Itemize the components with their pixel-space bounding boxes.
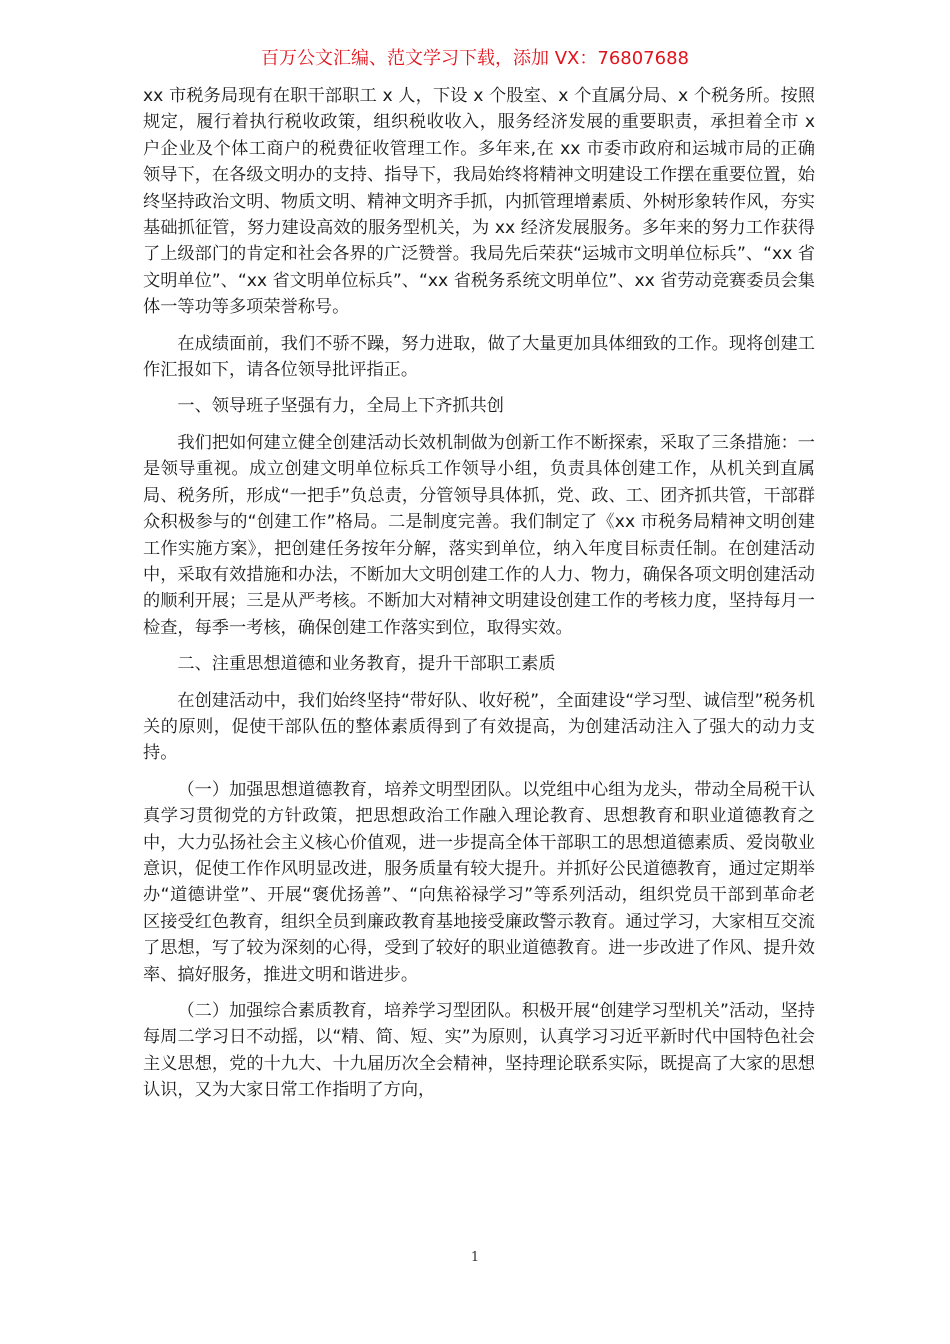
header-banner: 百万公文汇编、范文学习下载，添加 VX：76807688 <box>261 48 689 69</box>
page-number: 1 <box>470 1250 480 1265</box>
paragraph-subsection-1: （一）加强思想道德教育，培养文明型团队。以党组中心组为龙头，带动全局税干认真学习贯彻党的方针政策，把思想政治工作融入理论教育、思想教育和职业道德教育之中，大力弘扬社会主义核心价值观，进一步提高全体干部职工的思想道德素质、爱岗敬业意识，促使工作作风明显改进，服务质量有较大提升。并抓好公民道德教育，通过定期举办“道德讲堂”、开展“褒优扬善”、“向焦裕禄学习”等系列活动，组织党员干部到革命老区接受红色教育，组织全员到廉政教育基地接受廉政警示教育。通过学习，大家相互交流了思想，写了较为深刻的心得，受到了较好的职业道德教育。进一步改进了作风、提升效率、搞好服务，推进文明和谐进步。 <box>143 779 815 985</box>
paragraph-summary: 在成绩面前，我们不骄不躁，努力进取，做了大量更加具体细致的工作。现将创建工作汇报如下，请各位领导批评指正。 <box>143 333 815 381</box>
section-heading-1: 一、领导班子坚强有力，全局上下齐抓共创 <box>177 396 504 417</box>
paragraph-subsection-2: （二）加强综合素质教育，培养学习型团队。积极开展“创建学习型机关”活动，坚持每周二学习日不动摇，以“精、简、短、实”为原则，认真学习习近平新时代中国特色社会主义思想，党的十九大、十九届历次全会精神，坚持理论联系实际，既提高了大家的思想认识，又为大家日常工作指明了方向， <box>143 1001 815 1101</box>
paragraph-section-2: 在创建活动中，我们始终坚持“带好队、收好税”，全面建设“学习型、诚信型”税务机关的原则，促使干部队伍的整体素质得到了有效提高，为创建活动注入了强大的动力支持。 <box>143 690 815 764</box>
paragraph-intro: xx 市税务局现有在职干部职工 x 人，下设 x 个股室、x 个直属分局、x 个税务所。按照规定，履行着执行税收政策，组织税收收入，服务经济发展的重要职责，承担着全市 x 户企业及个体工商户的税费征收管理工作。多年来,在 xx 市委市政府和运城市局的正确领导下，在各级文明办的支持、指导下，我局始终将精神文明建设工作摆在重要位置，始终坚持政治文明、物质文明、精神文明齐手抓，内抓管理增素质、外树形象转作风，夯实基础抓征管，努力建设高效的服务型机关，为 xx 经济发展服务。多年来的努力工作获得了上级部门的肯定和社会各界的广泛赞誉。我局先后荣获“运城市文明单位标兵”、“xx 省文明单位”、“xx 省文明单位标兵”、“xx 省税务系统文明单位”、xx 省劳动竞赛委员会集体一等功等多项荣誉称号。 <box>143 86 815 318</box>
paragraph-section-1: 我们把如何建立健全创建活动长效机制做为创新工作不断探索，采取了三条措施：一是领导重视。成立创建文明单位标兵工作领导小组，负责具体创建工作，从机关到直属局、税务所，形成“一把手”负总责，分管领导具体抓，党、政、工、团齐抓共管，干部群众积极参与的“创建工作”格局。二是制度完善。我们制定了《xx 市税务局精神文明创建工作实施方案》，把创建任务按年分解，落实到单位，纳入年度目标责任制。在创建活动中，采取有效措施和办法，不断加大文明创建工作的人力、物力，确保各项文明创建活动的顺利开展；三是从严考核。不断加大对精神文明建设创建工作的考核力度，坚持每月一检查，每季一考核，确保创建工作落实到位，取得实效。 <box>143 432 815 638</box>
section-heading-2: 二、注重思想道德和业务教育，提升干部职工素质 <box>177 654 556 675</box>
document-body <box>143 83 815 1114</box>
